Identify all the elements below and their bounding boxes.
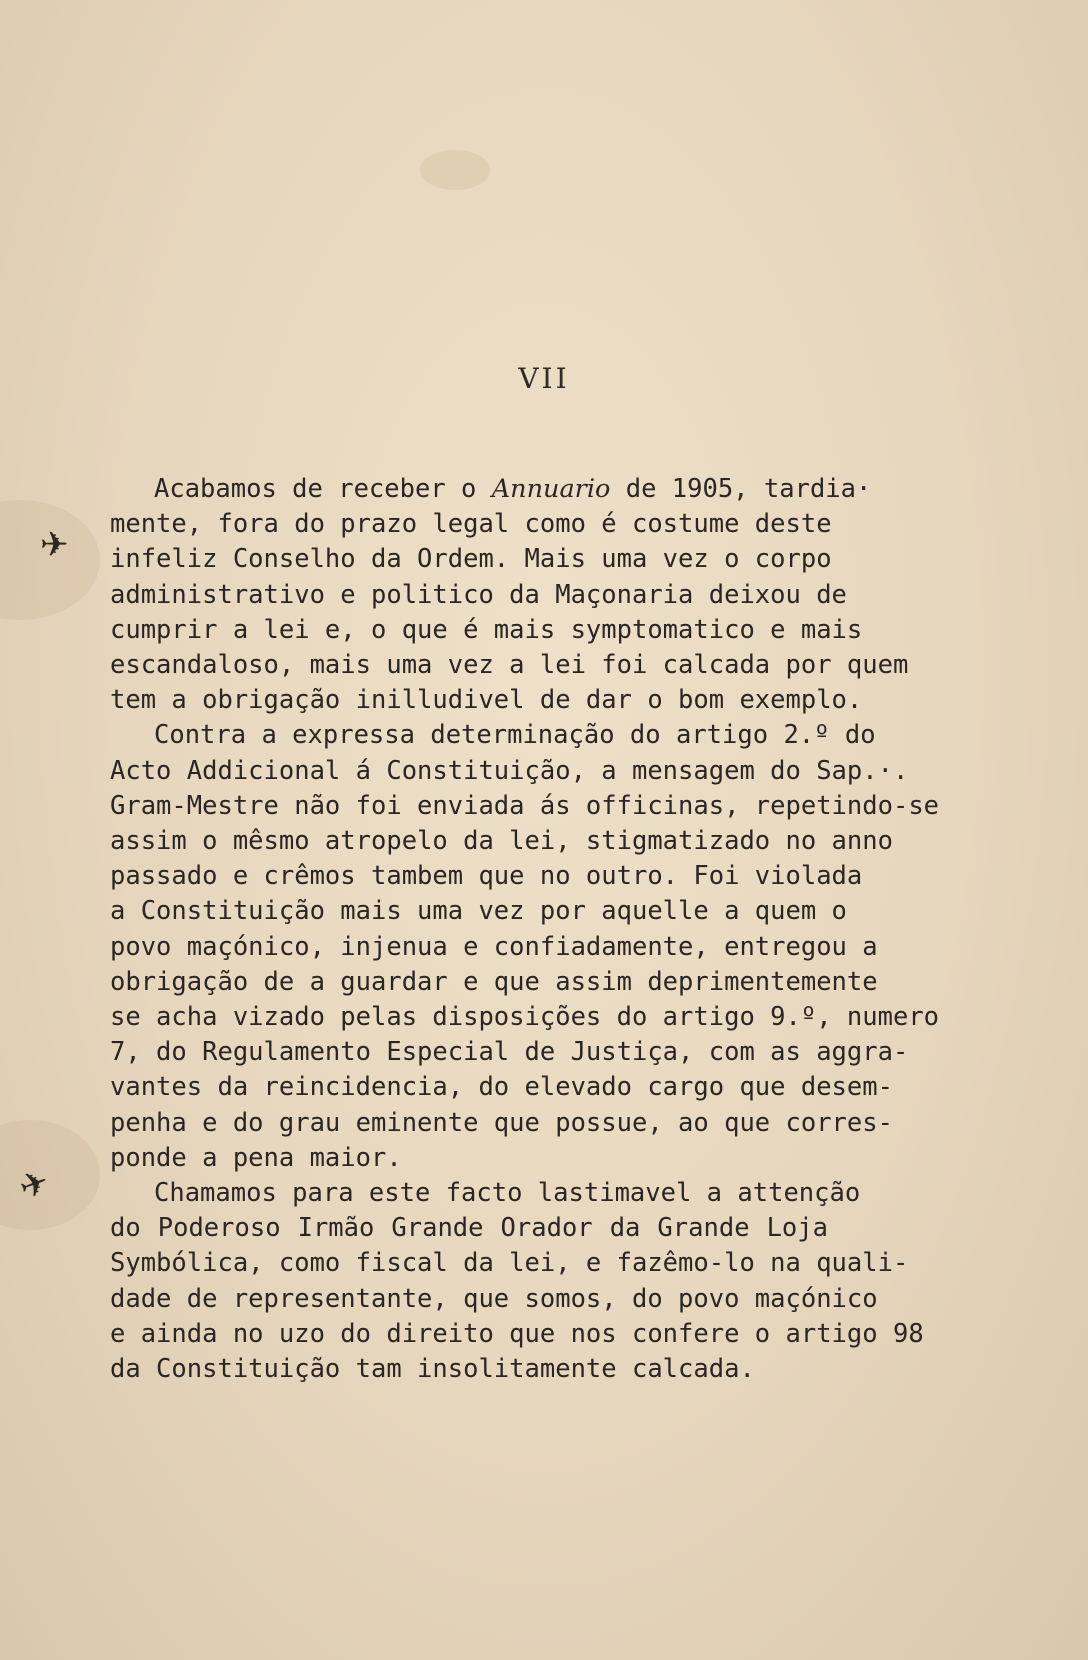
text-line: Chamamos para este facto lastimavel a attenção bbox=[154, 1178, 861, 1209]
text-line: vantes da reincidencia, do elevado cargo que desem- bbox=[110, 1072, 893, 1103]
text-line: cumprir a lei e, o que é mais symptomatico e mais bbox=[110, 614, 863, 645]
text-line: obrigação de a guardar e que assim deprimentemente bbox=[110, 966, 878, 997]
body-text bbox=[110, 472, 940, 1387]
text-line: Gram-Mestre não foi enviada ás officinas, repetindo-se bbox=[110, 790, 940, 821]
text-line: dade de representante, que somos, do povo maçónico bbox=[110, 1283, 878, 1314]
margin-ink-mark-icon: ✈ bbox=[14, 1161, 55, 1209]
text-line: infeliz Conselho da Ordem. Mais uma vez o corpo bbox=[110, 544, 832, 575]
text-line: tem a obrigação inilludivel de dar o bom exemplo. bbox=[110, 685, 863, 716]
chapter-heading: VII bbox=[518, 362, 570, 395]
text-line: penha e do grau eminente que possue, ao que corres- bbox=[110, 1107, 893, 1138]
text-line: a Constituição mais uma vez por aquelle a quem o bbox=[110, 896, 847, 927]
text-line: 7, do Regulamento Especial de Justiça, com as aggra- bbox=[110, 1037, 909, 1068]
text-line: e ainda no uzo do direito que nos confere o artigo 98 bbox=[110, 1318, 924, 1349]
text-line: ponde a pena maior. bbox=[110, 1142, 402, 1173]
text-line: escandaloso, mais uma vez a lei foi calcada por quem bbox=[110, 650, 909, 681]
text-line: se acha vizado pelas disposições do artigo 9.º, numero bbox=[110, 1002, 940, 1033]
text-line: Acto Addicional á Constituição, a mensagem do Sap.·. bbox=[110, 755, 909, 786]
text-line: da Constituição tam insolitamente calcada. bbox=[110, 1354, 755, 1385]
text-line: Symbólica, como fiscal da lei, e fazêmo-lo na quali- bbox=[110, 1248, 909, 1279]
text-line: mente, fora do prazo legal como é costume deste bbox=[110, 509, 832, 540]
italic-title: Annuario bbox=[491, 474, 611, 504]
text-line: passado e crêmos tambem que no outro. Foi violada bbox=[110, 861, 863, 892]
text-line: povo maçónico, injenua e confiadamente, entregou a bbox=[110, 931, 878, 962]
text-line: administrativo e politico da Maçonaria deixou de bbox=[110, 579, 847, 610]
text-line: Acabamos de receber o Annuario de 1905, tardia· bbox=[154, 474, 872, 504]
text-line: assim o mêsmo atropelo da lei, stigmatizado no anno bbox=[110, 826, 893, 857]
margin-ink-mark-icon: ✈ bbox=[40, 525, 69, 565]
text-line: do Poderoso Irmão Grande Orador da Grande Loja bbox=[110, 1213, 828, 1244]
text-line: Contra a expressa determinação do artigo 2.º do bbox=[154, 720, 876, 751]
paper-stain bbox=[420, 150, 490, 190]
